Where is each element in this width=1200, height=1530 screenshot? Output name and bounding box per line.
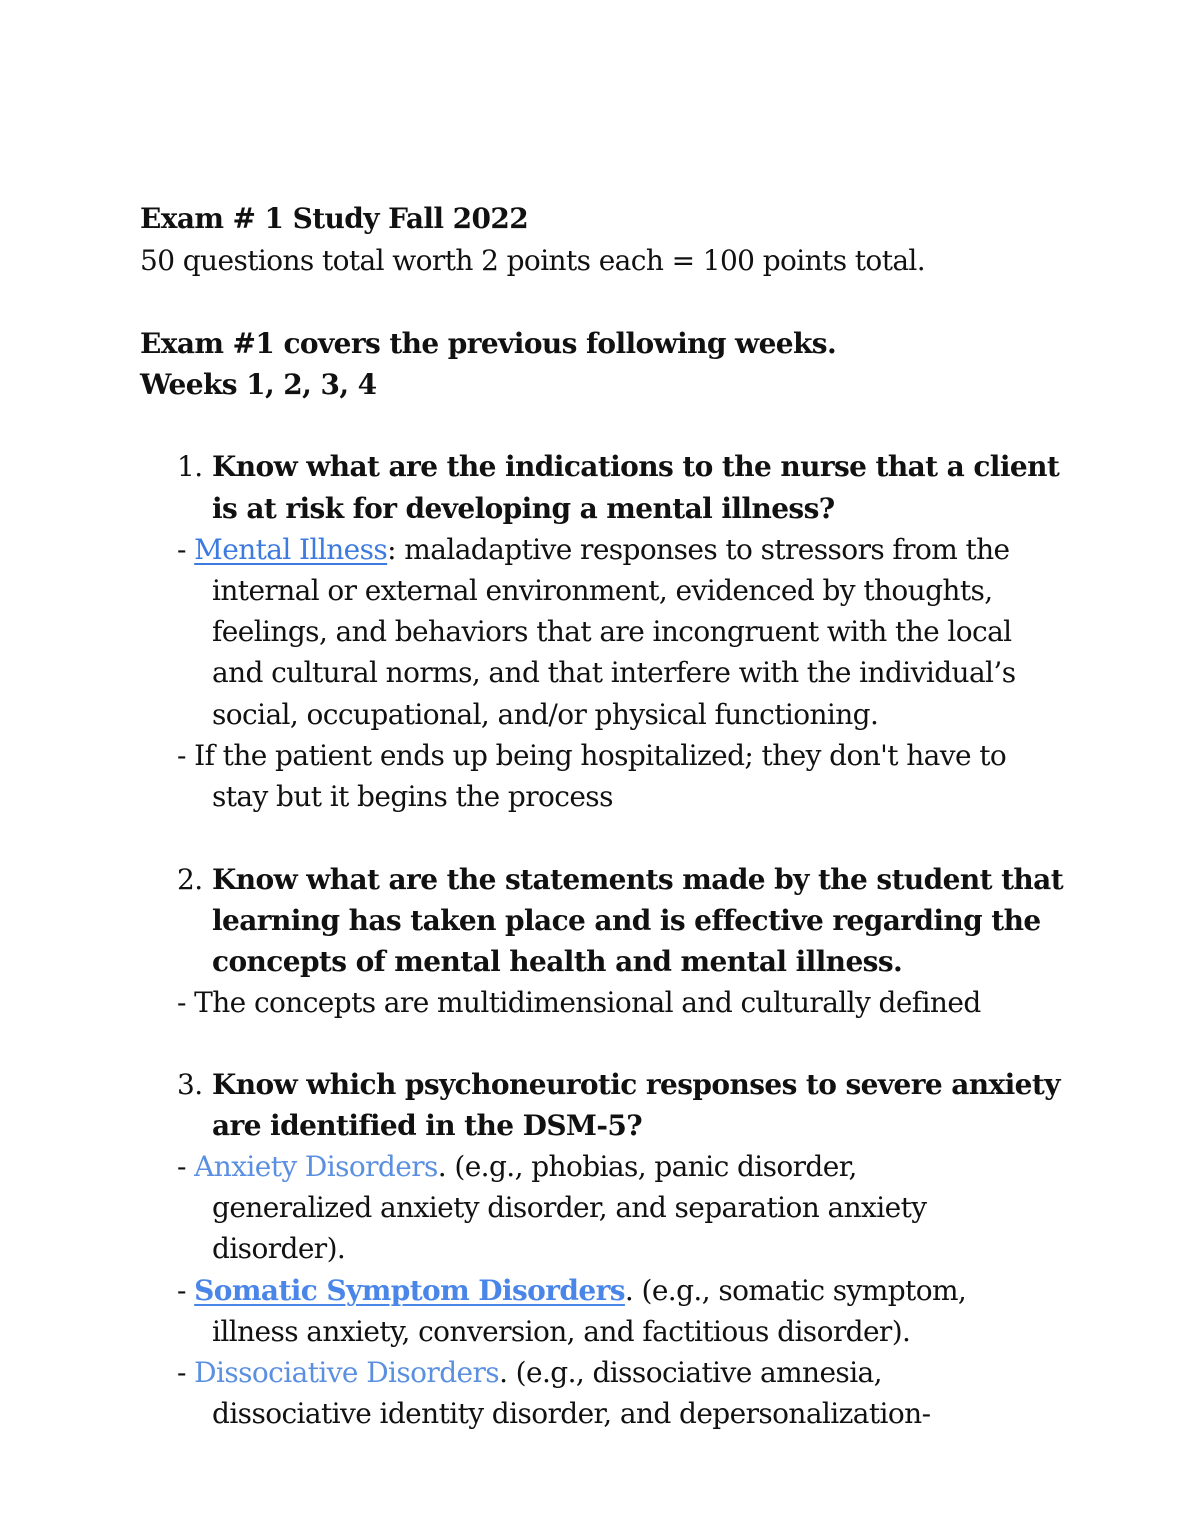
dissociative-disorders-term: Dissociative Disorders <box>194 1356 500 1389</box>
answer-text: feelings, and behaviors that are incongruent with the local <box>212 615 1012 648</box>
answer-text: dissociative identity disorder, and depersonalization- <box>212 1397 931 1430</box>
q1-number: 1. <box>177 450 203 483</box>
q1-question-line: Know what are the indications to the nurse that a client <box>212 450 1060 483</box>
q3-answer-3 <box>177 1352 882 1393</box>
answer-text: . (e.g., dissociative amnesia, <box>499 1356 882 1389</box>
q3-question-line: Know which psychoneurotic responses to severe anxiety <box>212 1068 1060 1101</box>
answer-text: : maladaptive responses to stressors from the <box>387 533 1010 566</box>
answer-text: social, occupational, and/or physical functioning. <box>212 698 879 731</box>
answer-text: disorder). <box>212 1232 346 1265</box>
answer-text: stay but it begins the process <box>212 780 613 813</box>
q2-question-line: Know what are the statements made by the student that <box>212 863 1064 896</box>
answer-text: . (e.g., phobias, panic disorder, <box>437 1150 857 1183</box>
q3-question-line: are identified in the DSM-5? <box>212 1109 643 1142</box>
q2-question-line: concepts of mental health and mental illness. <box>212 945 903 978</box>
weeks-heading: Weeks 1, 2, 3, 4 <box>140 368 377 401</box>
bullet-dash: - <box>177 1274 195 1307</box>
answer-text: illness anxiety, conversion, and factitious disorder). <box>212 1315 911 1348</box>
answer-text: . (e.g., somatic symptom, <box>624 1274 967 1307</box>
somatic-symptom-disorders-link[interactable]: Somatic Symptom Disorders <box>194 1274 625 1307</box>
mental-illness-link[interactable]: Mental Illness <box>194 533 388 566</box>
q2-question-line: learning has taken place and is effective regarding the <box>212 904 1041 937</box>
covers-heading: Exam #1 covers the previous following weeks. <box>140 327 837 360</box>
q1-answer-1 <box>177 529 1010 570</box>
answer-text: generalized anxiety disorder, and separation anxiety <box>212 1191 927 1224</box>
q1-question-line: is at risk for developing a mental illness? <box>212 492 835 525</box>
q2-number: 2. <box>177 863 203 896</box>
anxiety-disorders-term: Anxiety Disorders <box>194 1150 438 1183</box>
q3-answer-2 <box>177 1270 966 1311</box>
bullet-dash: - <box>177 1356 195 1389</box>
q2-answer-1: - The concepts are multidimensional and culturally defined <box>177 986 981 1019</box>
q3-number: 3. <box>177 1068 203 1101</box>
document-title: Exam # 1 Study Fall 2022 <box>140 202 529 235</box>
bullet-dash: - <box>177 1150 195 1183</box>
answer-text: internal or external environment, evidenced by thoughts, <box>212 574 993 607</box>
q3-answer-1 <box>177 1146 857 1187</box>
document-subtitle: 50 questions total worth 2 points each = 100 points total. <box>140 244 926 277</box>
bullet-dash: - <box>177 533 195 566</box>
q1-answer-2: - If the patient ends up being hospitalized; they don't have to <box>177 739 1007 772</box>
answer-text: and cultural norms, and that interfere with the individual’s <box>212 656 1016 689</box>
